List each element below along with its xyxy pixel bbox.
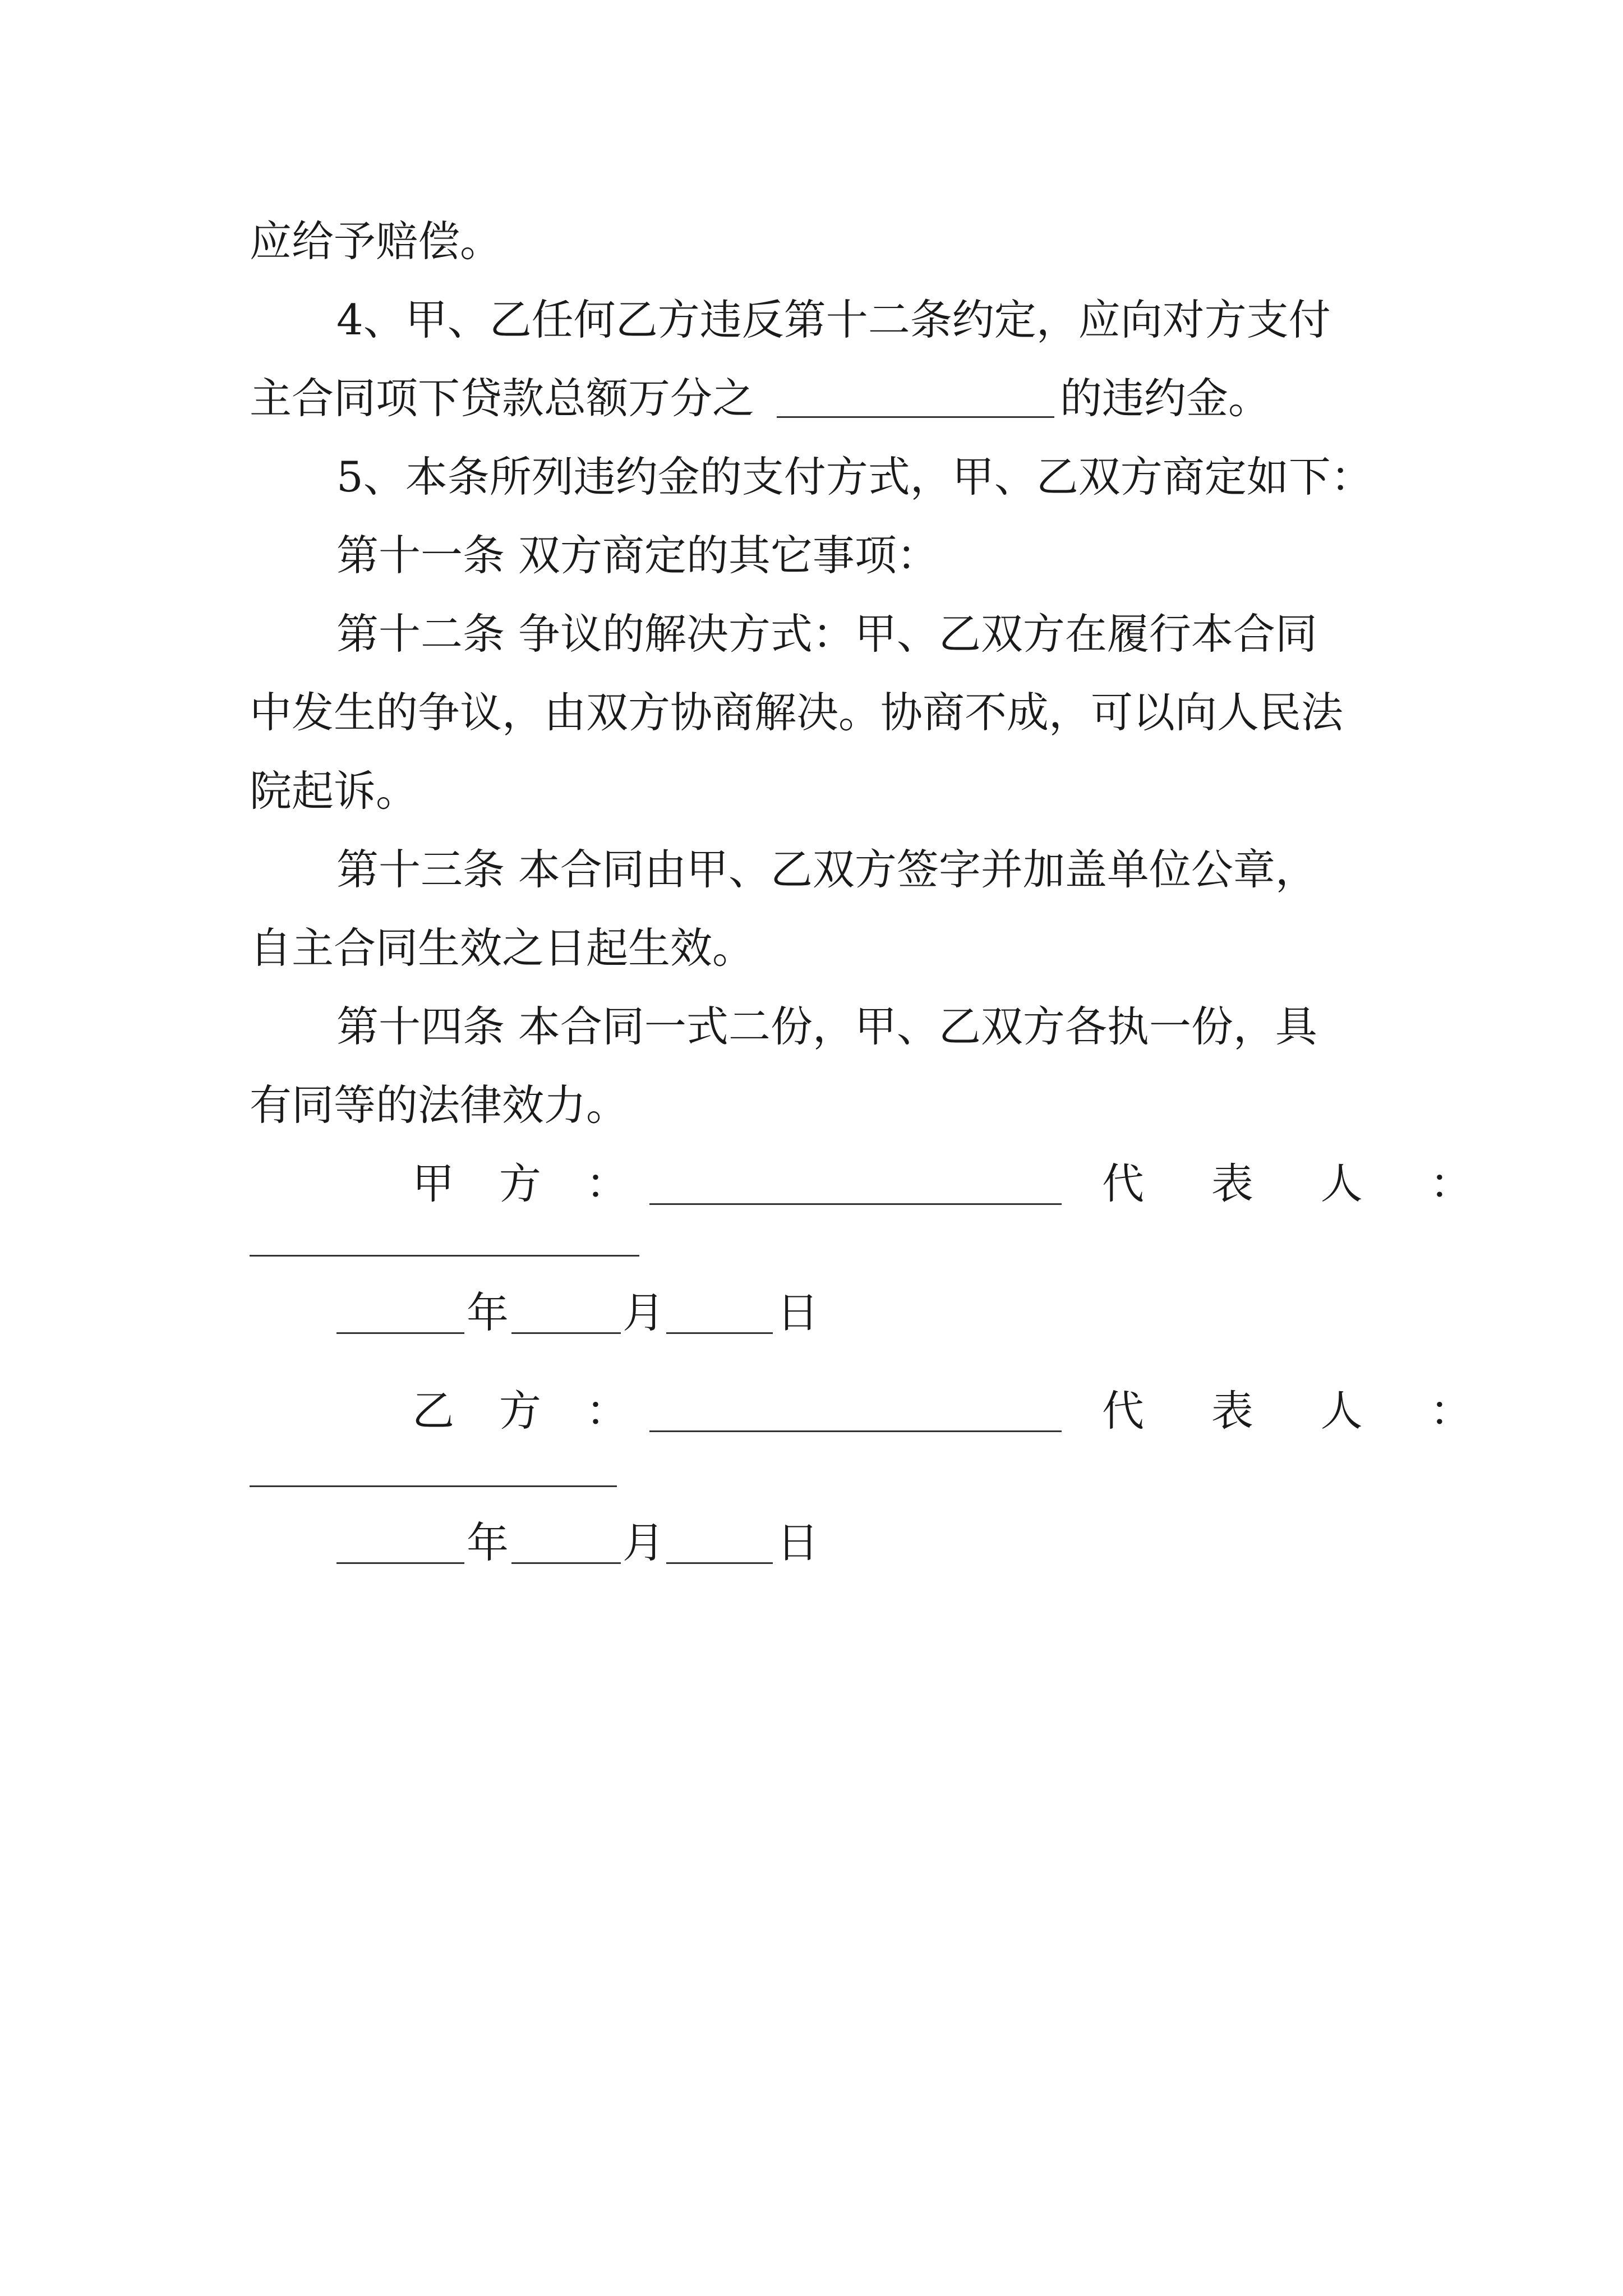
party-a-month-blank	[511, 1332, 621, 1334]
article-11: 第十一条 双方商定的其它事项：	[336, 531, 939, 580]
party-a-month-label: 月	[623, 1288, 665, 1337]
party-b-year-label: 年	[467, 1518, 509, 1567]
representative-a-label: 代 表 人 ：	[1102, 1159, 1499, 1208]
article-12-line-2: 中发生的争议，由双方协商解决。协商不成，可以向人民法	[250, 688, 1344, 737]
party-b-month-blank	[511, 1562, 621, 1564]
paragraph-line	[0, 286, 1623, 353]
clause-continuation: 应给予赔偿。	[250, 217, 502, 266]
penalty-item-5: 5、本条所列违约金的支付方式，甲、乙双方商定如下：	[336, 452, 1373, 501]
representative-b-label: 代 表 人 ：	[1102, 1386, 1499, 1435]
party-b-year-blank	[336, 1562, 464, 1564]
penalty-item-4-tail: 的违约金。	[1060, 374, 1271, 423]
paragraph-line	[0, 600, 1623, 668]
paragraph-line	[0, 443, 1623, 510]
paragraph-line	[0, 208, 1623, 275]
party-b-signature-row	[0, 1377, 1623, 1444]
party-b-date-row	[0, 1509, 1623, 1576]
paragraph-line	[0, 757, 1623, 825]
party-a-year-blank	[336, 1332, 464, 1334]
paragraph-line	[0, 365, 1623, 432]
representative-a-blank	[250, 1255, 639, 1257]
penalty-item-4-first-line: 4、甲、乙任何乙方违反第十二条约定，应向对方支付	[336, 295, 1331, 344]
party-a-name-blank	[649, 1203, 1062, 1205]
article-12-line-3: 院起诉。	[250, 766, 418, 816]
article-12-line-1: 第十二条 争议的解决方式：甲、乙双方在履行本合同	[336, 609, 1317, 659]
paragraph-line	[0, 1071, 1623, 1139]
paragraph-line	[0, 993, 1623, 1060]
penalty-rate-blank	[777, 416, 1054, 418]
party-a-year-label: 年	[467, 1288, 509, 1337]
paragraph-line	[0, 914, 1623, 982]
party-b-label: 乙 方 ：	[412, 1386, 644, 1435]
party-b-day-label: 日	[777, 1518, 819, 1567]
paragraph-line	[0, 836, 1623, 903]
party-a-day-blank	[666, 1332, 773, 1334]
party-b-name-blank	[649, 1430, 1062, 1432]
paragraph-line	[0, 679, 1623, 746]
party-a-label: 甲 方 ：	[412, 1159, 644, 1208]
party-b-month-label: 月	[623, 1518, 665, 1567]
representative-b-blank	[250, 1485, 617, 1487]
party-b-day-blank	[666, 1562, 773, 1564]
party-a-day-label: 日	[777, 1288, 819, 1337]
article-14-line-2: 有同等的法律效力。	[250, 1080, 629, 1130]
penalty-item-4-second-line: 主合同项下贷款总额万分之	[250, 374, 755, 423]
paragraph-line	[0, 522, 1623, 589]
article-13-line-1: 第十三条 本合同由甲、乙双方签字并加盖单位公章，	[336, 845, 1317, 894]
party-a-signature-row	[0, 1150, 1623, 1217]
article-14-line-1: 第十四条 本合同一式二份，甲、乙双方各执一份，具	[336, 1002, 1317, 1051]
party-a-date-row	[0, 1279, 1623, 1346]
article-13-line-2: 自主合同生效之日起生效。	[250, 923, 755, 973]
